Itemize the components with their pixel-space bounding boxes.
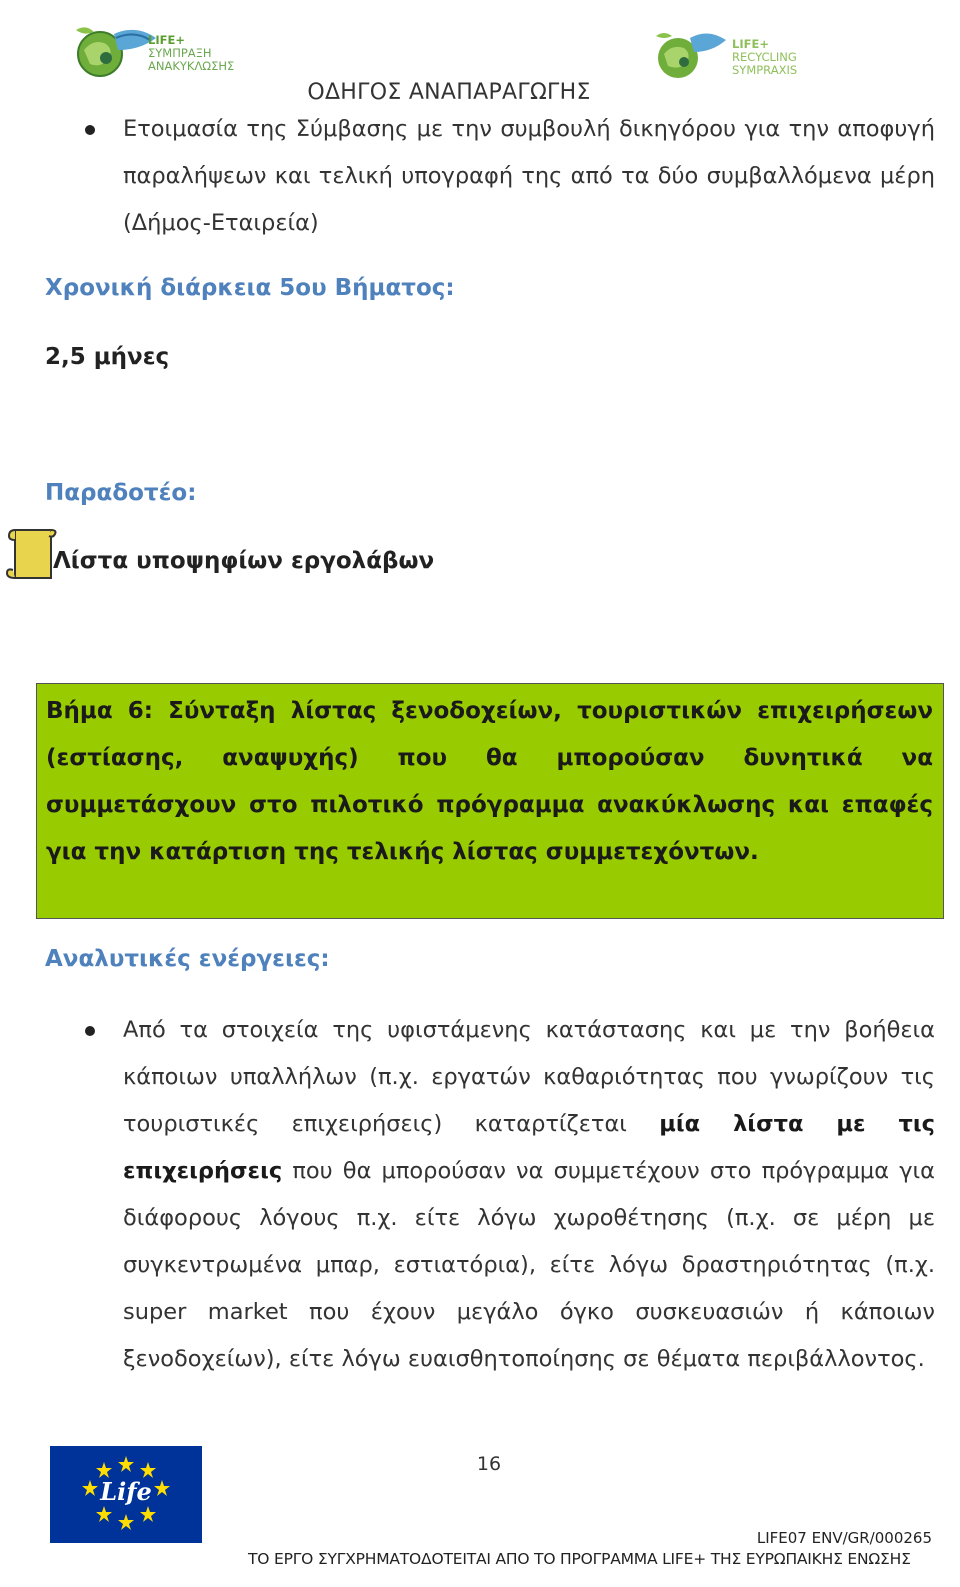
deliverable-heading: Παραδοτέο: [45,480,197,506]
bullet-text-bold: μία λίστα με τις επιχειρήσεις [123,1111,935,1184]
step5-bullet-list [80,106,935,247]
document-title: ΟΔΗΓΟΣ ΑΝΑΠΑΡΑΓΩΓΗΣ [307,80,591,105]
logo-right-line2: RECYCLING [732,50,797,64]
logo-right-line1: LIFE+ [732,37,769,51]
actions-heading: Αναλυτικές ενέργειες: [45,946,330,972]
scroll-icon [5,524,57,582]
list-item: Ετοιμασία της Σύμβασης με την συμβουλή δικηγόρου για την αποφυγή παραλήψεων και τελική υπογραφή της από τα δύο συμβαλλόμενα μέρη (Δήμος-Εταιρεία) [80,106,935,247]
bullet-text-part2: που θα μπορούσαν να συμμετέχουν στο πρόγραμμα για διάφορους λόγους π.χ. είτε λόγω χωροθέτησης (π.χ. σε μέρη με συγκεντρωμένα μπαρ, εστιατόρια), είτε λόγω δραστηριότητας (π.χ. super market που έχουν μεγάλο όγκο συσκευασιών ή κάποιων ξενοδοχείων), είτε λόγω ευαισθητοποίησης σε θέματα περιβάλλοντος. [123,1158,935,1372]
deliverable-value: Λίστα υποψηφίων εργολάβων [53,548,435,574]
list-item [80,1007,935,1383]
globe-logo-icon [650,24,730,88]
bullet-text-part1: Από τα στοιχεία της υφιστάμενης κατάστασης και με την βοήθεια κάποιων υπαλλήλων (π.χ. εργατών καθαριότητας που γνωρίζουν τις τουριστικές επιχειρήσεις) καταρτίζεται [123,1017,935,1137]
page-number: 16 [476,1453,502,1475]
logo-left-line1: LIFE+ [148,33,185,47]
step6-bullet-list [80,1007,935,1383]
logo-left-line2: ΣΥΜΠΡΑΞΗ [148,46,212,60]
globe-logo-icon [70,20,160,84]
step6-title: Βήμα 6: Σύνταξη λίστας ξενοδοχείων, τουριστικών επιχειρήσεων (εστίασης, αναψυχής) που θα μπορούσαν δυνητικά να συμμετάσχουν στο πιλοτικό πρόγραμμα ανακύκλωσης και επαφές για την κατάρτιση της τελικής λίστας συμμετεχόντων. [46,698,933,865]
duration-heading: Χρονική διάρκεια 5ου Βήματος: [45,275,455,301]
logo-right-line3: SYMPRAXIS [732,63,798,77]
step6-title-box [36,683,944,919]
logo-left-line3: ΑΝΑΚΥΚΛΩΣΗΣ [148,59,235,73]
logo-life-sympraxi-anakyklosis [70,20,270,84]
logo-life-recycling-sympraxis [650,20,840,84]
funding-statement: ΤΟ ΕΡΓΟ ΣΥΓΧΡΗΜΑΤΟΔΟΤΕΙΤΑΙ ΑΠΟ ΤΟ ΠΡΟΓΡΑΜΜΑ LIFE+ ΤΗΣ ΕΥΡΩΠΑΙΚΗΣ ΕΝΩΣΗΣ [248,1550,911,1568]
duration-value: 2,5 μήνες [45,344,170,370]
eu-life-text: Life [100,1477,152,1506]
project-code: LIFE07 ENV/GR/000265 [756,1529,932,1547]
